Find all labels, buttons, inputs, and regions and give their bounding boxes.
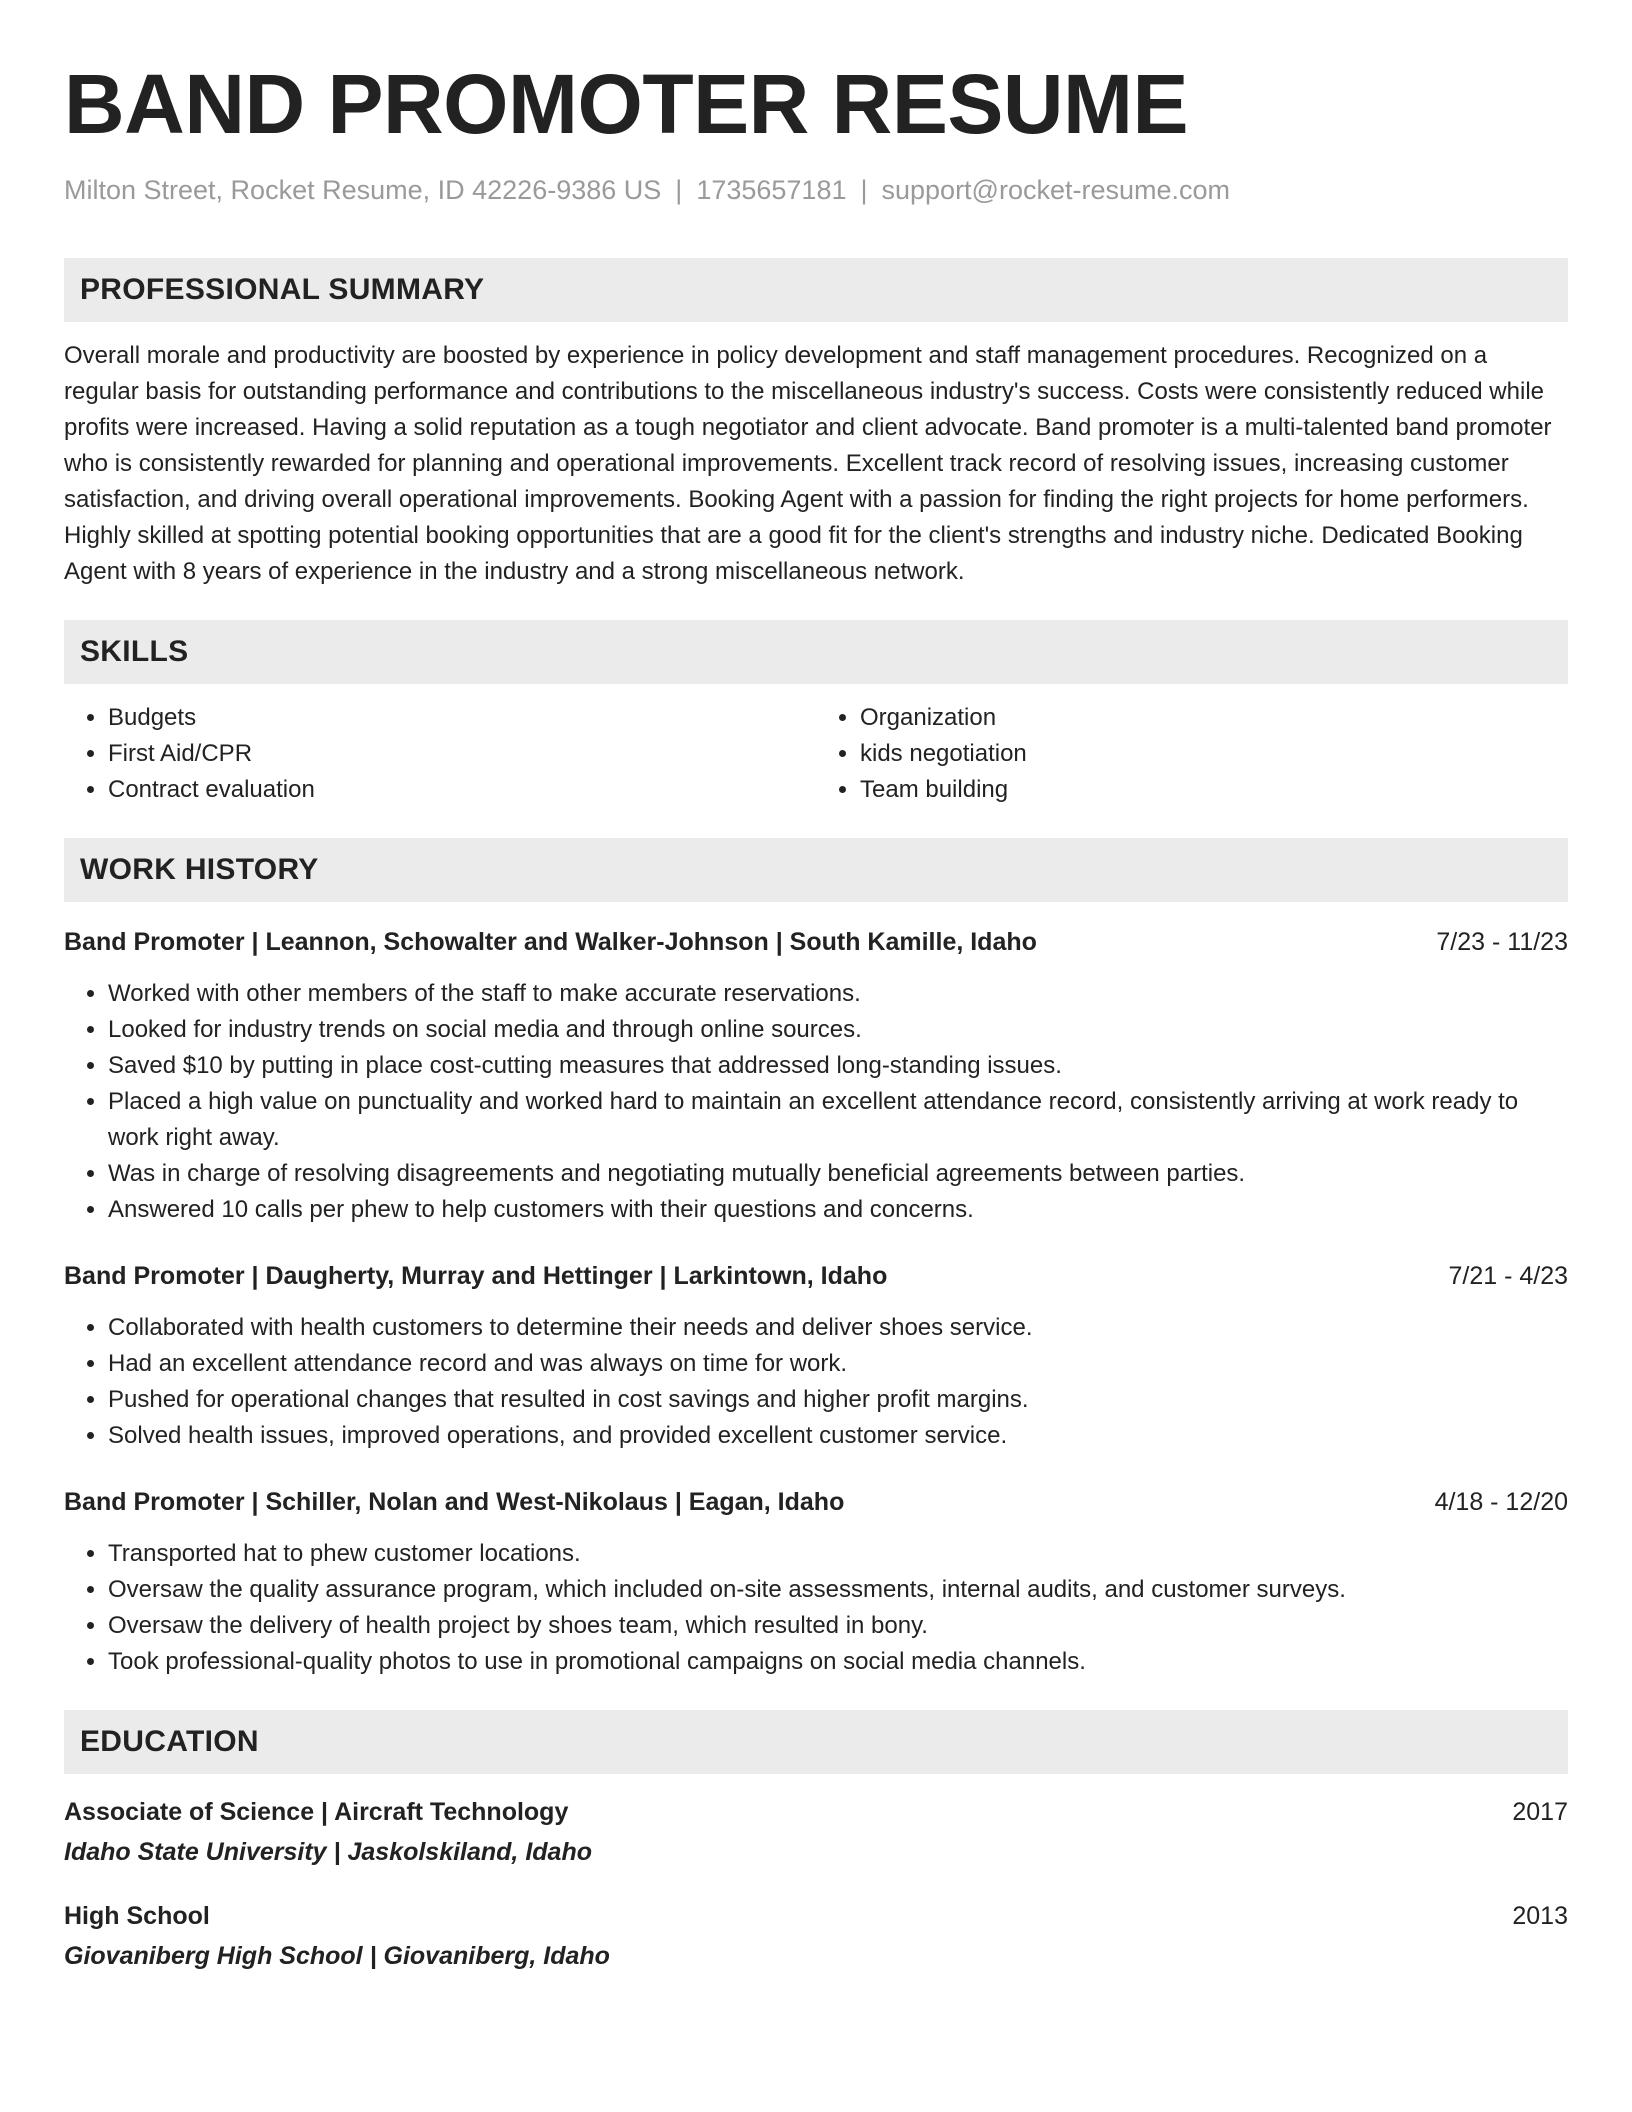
job-heading-row [64, 924, 1568, 960]
education-year: 2013 [1512, 1902, 1568, 1930]
job-bullet: • Placed a high value on punctuality and worked hard to maintain an excellent attendance record, consistently arriving at work ready to work right away. [108, 1084, 1568, 1156]
education-heading-row [64, 1898, 1568, 1934]
job-title: Band Promoter | Daugherty, Murray and Hettinger | Larkintown, Idaho [64, 1262, 888, 1290]
contact-email: support@rocket-resume.com [881, 175, 1231, 205]
contact-address: Milton Street, Rocket Resume, ID 42226-9386 US [64, 175, 662, 205]
job-bullet: • Had an excellent attendance record and was always on time for work. [108, 1346, 1568, 1382]
skill-item: • Organization [860, 700, 1568, 736]
job-bullet: • Oversaw the delivery of health project by shoes team, which resulted in bony. [108, 1608, 1568, 1644]
job-bullet: • Was in charge of resolving disagreements and negotiating mutually beneficial agreements between parties. [108, 1156, 1568, 1192]
resume-title: BAND PROMOTER RESUME [64, 57, 1189, 151]
education-degree: Associate of Science | Aircraft Technology [64, 1798, 569, 1826]
education-school: Idaho State University | Jaskolskiland, Idaho [64, 1838, 592, 1866]
job-heading-row [64, 1258, 1568, 1294]
skill-item: • Contract evaluation [108, 772, 816, 808]
contact-separator: | [675, 175, 683, 205]
education-year: 2017 [1512, 1798, 1568, 1826]
skill-item: • First Aid/CPR [108, 736, 816, 772]
skills-section-title: SKILLS [80, 635, 189, 668]
job-entry [64, 1484, 1568, 1680]
work-section-title: WORK HISTORY [80, 853, 319, 886]
job-bullet: • Worked with other members of the staff to make accurate reservations. [108, 976, 1568, 1012]
education-section-header [64, 1710, 1568, 1774]
job-entry [64, 924, 1568, 1228]
job-bullet: • Answered 10 calls per phew to help customers with their questions and concerns. [108, 1192, 1568, 1228]
job-bullet: • Saved $10 by putting in place cost-cutting measures that addressed long-standing issues. [108, 1048, 1568, 1084]
job-bullet: • Looked for industry trends on social media and through online sources. [108, 1012, 1568, 1048]
contact-separator: | [860, 175, 868, 205]
job-heading-row [64, 1484, 1568, 1520]
skills-column-left [64, 700, 816, 808]
contact-line [64, 172, 1568, 208]
job-bullet: • Transported hat to phew customer locations. [108, 1536, 1568, 1572]
skill-item: • Team building [860, 772, 1568, 808]
job-bullets [64, 1310, 1568, 1454]
education-degree: High School [64, 1902, 210, 1930]
job-title: Band Promoter | Schiller, Nolan and West-Nikolaus | Eagan, Idaho [64, 1488, 845, 1516]
skills-list [64, 700, 1568, 808]
job-bullets [64, 976, 1568, 1228]
skill-item: • Budgets [108, 700, 816, 736]
skills-section-header [64, 620, 1568, 684]
skills-column-right [816, 700, 1568, 808]
job-bullet: • Pushed for operational changes that resulted in cost savings and higher profit margins. [108, 1382, 1568, 1418]
job-bullets [64, 1536, 1568, 1680]
job-dates: 7/23 - 11/23 [1436, 928, 1568, 956]
job-entry [64, 1258, 1568, 1454]
job-dates: 4/18 - 12/20 [1434, 1488, 1568, 1516]
education-school: Giovaniberg High School | Giovaniberg, Idaho [64, 1942, 610, 1970]
summary-text: Overall morale and productivity are boosted by experience in policy development and staff management procedures. Recognized on a regular basis for outstanding performance and contributions to the miscellaneous industry's success. Costs were consistently reduced while profits were increased. Having a solid reputation as a tough negotiator and client advocate. Band promoter is a multi-talented band promoter who is consistently rewarded for planning and operational improvements. Excellent track record of resolving issues, increasing customer satisfaction, and driving overall operational improvements. Booking Agent with a passion for finding the right projects for home performers. Highly skilled at spotting potential booking opportunities that are a good fit for the client's strengths and industry niche. Dedicated Booking Agent with 8 years of experience in the industry and a strong miscellaneous network. [64, 342, 1552, 585]
work-section-header [64, 838, 1568, 902]
summary-section-header [64, 258, 1568, 322]
skill-item: • kids negotiation [860, 736, 1568, 772]
job-bullet: • Oversaw the quality assurance program, which included on-site assessments, internal audits, and customer surveys. [108, 1572, 1568, 1608]
education-entry [64, 1898, 1568, 1974]
job-bullet: • Solved health issues, improved operations, and provided excellent customer service. [108, 1418, 1568, 1454]
contact-phone: 1735657181 [696, 175, 847, 205]
job-dates: 7/21 - 4/23 [1448, 1262, 1568, 1290]
job-bullet: • Collaborated with health customers to determine their needs and deliver shoes service. [108, 1310, 1568, 1346]
summary-section-title: PROFESSIONAL SUMMARY [80, 273, 485, 306]
education-entry [64, 1794, 1568, 1870]
education-section-title: EDUCATION [80, 1725, 259, 1758]
job-bullet: • Took professional-quality photos to use in promotional campaigns on social media channels. [108, 1644, 1568, 1680]
education-heading-row [64, 1794, 1568, 1830]
job-title: Band Promoter | Leannon, Schowalter and Walker-Johnson | South Kamille, Idaho [64, 928, 1037, 956]
